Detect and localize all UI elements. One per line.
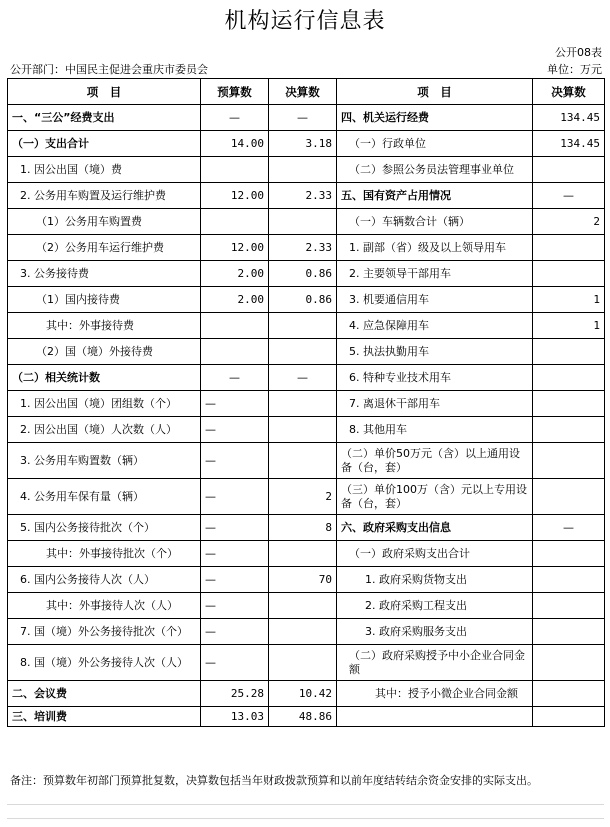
final-cell: 10.42 [269, 681, 337, 707]
final-cell [269, 209, 337, 235]
budget-cell: 2.00 [201, 287, 269, 313]
table-row [8, 515, 605, 541]
table-row [8, 157, 605, 183]
right-value [533, 339, 605, 365]
table-row [8, 365, 605, 391]
right-value [533, 391, 605, 417]
right-value [533, 235, 605, 261]
table-row [8, 619, 605, 645]
right-value: 1 [533, 313, 605, 339]
row-label: 二、会议费 [8, 681, 201, 707]
budget-cell [201, 339, 269, 365]
row-label: 其中：外事接待费 [8, 313, 201, 339]
unit-label: 单位：万元 [547, 63, 602, 76]
header-item-right: 项 目 [337, 79, 533, 105]
right-label: （二）政府采购授予中小企业合同金额 [337, 645, 533, 681]
row-label: 8. 国（境）外公务接待人次（人） [8, 645, 201, 681]
right-label [337, 707, 533, 727]
final-cell [269, 417, 337, 443]
budget-cell: 25.28 [201, 681, 269, 707]
header-row [8, 79, 605, 105]
row-label: 2. 因公出国（境）人次数（人） [8, 417, 201, 443]
right-value [533, 645, 605, 681]
right-label: （二）参照公务员法管理事业单位 [337, 157, 533, 183]
final-cell: 2 [269, 479, 337, 515]
row-label: 3. 公务用车购置数（辆） [8, 443, 201, 479]
row-label: 2. 公务用车购置及运行维护费 [8, 183, 201, 209]
final-cell [269, 541, 337, 567]
row-label: 1. 因公出国（境）团组数（个） [8, 391, 201, 417]
budget-cell: — [201, 593, 269, 619]
divider [7, 804, 604, 805]
final-cell [269, 339, 337, 365]
budget-cell: 12.00 [201, 235, 269, 261]
table-row [8, 313, 605, 339]
table-row [8, 479, 605, 515]
right-label: 2. 主要领导干部用车 [337, 261, 533, 287]
budget-cell: — [201, 515, 269, 541]
final-cell [269, 593, 337, 619]
table-row [8, 567, 605, 593]
table-row [8, 261, 605, 287]
budget-cell [201, 157, 269, 183]
right-label: 六、政府采购支出信息 [337, 515, 533, 541]
right-value: — [533, 515, 605, 541]
right-label: 1. 政府采购货物支出 [337, 567, 533, 593]
row-label: （2）国（境）外接待费 [8, 339, 201, 365]
budget-cell: 13.03 [201, 707, 269, 727]
table-row [8, 707, 605, 727]
right-label: 6. 特种专业技术用车 [337, 365, 533, 391]
budget-cell: — [201, 365, 269, 391]
page-title: 机构运行信息表 [224, 9, 386, 34]
budget-cell: — [201, 443, 269, 479]
final-cell [269, 313, 337, 339]
right-label: 3. 政府采购服务支出 [337, 619, 533, 645]
right-value [533, 619, 605, 645]
table-row [8, 131, 605, 157]
final-cell: 8 [269, 515, 337, 541]
row-label: 其中：外事接待批次（个） [8, 541, 201, 567]
right-value [533, 157, 605, 183]
table-row [8, 681, 605, 707]
row-label: （一）支出合计 [8, 131, 201, 157]
table-row [8, 417, 605, 443]
right-value [533, 707, 605, 727]
right-value [533, 261, 605, 287]
budget-cell: 12.00 [201, 183, 269, 209]
right-label: 四、机关运行经费 [337, 105, 533, 131]
table-row [8, 287, 605, 313]
final-cell [269, 391, 337, 417]
final-cell [269, 443, 337, 479]
row-label: （1）公务用车购置费 [8, 209, 201, 235]
final-cell: 70 [269, 567, 337, 593]
divider [7, 818, 604, 819]
final-cell: — [269, 365, 337, 391]
right-label: 2. 政府采购工程支出 [337, 593, 533, 619]
table-row [8, 235, 605, 261]
budget-cell: — [201, 619, 269, 645]
table-row [8, 391, 605, 417]
right-label: （一）车辆数合计（辆） [337, 209, 533, 235]
right-value [533, 417, 605, 443]
budget-cell [201, 209, 269, 235]
final-cell: 2.33 [269, 183, 337, 209]
right-value: 134.45 [533, 131, 605, 157]
right-label: 5. 执法执勤用车 [337, 339, 533, 365]
final-cell: 0.86 [269, 287, 337, 313]
final-cell [269, 157, 337, 183]
right-value [533, 365, 605, 391]
right-label: 其中：授予小微企业合同金额 [337, 681, 533, 707]
right-value: 134.45 [533, 105, 605, 131]
right-label: 五、国有资产占用情况 [337, 183, 533, 209]
row-label: 5. 国内公务接待批次（个） [8, 515, 201, 541]
header-budget: 预算数 [201, 79, 269, 105]
right-label: 8. 其他用车 [337, 417, 533, 443]
budget-cell: 2.00 [201, 261, 269, 287]
right-value [533, 681, 605, 707]
table-row [8, 339, 605, 365]
right-value: 2 [533, 209, 605, 235]
final-cell [269, 619, 337, 645]
table-row [8, 183, 605, 209]
row-label: （2）公务用车运行维护费 [8, 235, 201, 261]
header-final: 决算数 [269, 79, 337, 105]
footnote: 备注：预算数年初部门预算批复数，决算数包括当年财政拨款预算和以前年度结转结余资金安排的实际支出。 [10, 774, 538, 787]
budget-cell: 14.00 [201, 131, 269, 157]
row-label: 其中：外事接待人次（人） [8, 593, 201, 619]
right-value [533, 593, 605, 619]
budget-cell: — [201, 567, 269, 593]
table-row [8, 443, 605, 479]
right-label: 4. 应急保障用车 [337, 313, 533, 339]
right-value [533, 567, 605, 593]
table-row [8, 645, 605, 681]
final-cell: 2.33 [269, 235, 337, 261]
right-value [533, 479, 605, 515]
budget-cell [201, 313, 269, 339]
right-value [533, 541, 605, 567]
row-label: 三、培训费 [8, 707, 201, 727]
header-item: 项 目 [8, 79, 201, 105]
budget-cell: — [201, 417, 269, 443]
budget-cell: — [201, 105, 269, 131]
final-cell: 0.86 [269, 261, 337, 287]
row-label: 3. 公务接待费 [8, 261, 201, 287]
right-value: — [533, 183, 605, 209]
right-label: 7. 离退休干部用车 [337, 391, 533, 417]
info-table [7, 78, 605, 727]
right-label: （一）政府采购支出合计 [337, 541, 533, 567]
right-label: （三）单价100万（含）元以上专用设备（台，套） [337, 479, 533, 515]
right-label: （二）单价50万元（含）以上通用设备（台，套） [337, 443, 533, 479]
row-label: 1. 因公出国（境）费 [8, 157, 201, 183]
right-label: 1. 副部（省）级及以上领导用车 [337, 235, 533, 261]
row-label: 一、“三公”经费支出 [8, 105, 201, 131]
row-label: （1）国内接待费 [8, 287, 201, 313]
budget-cell: — [201, 391, 269, 417]
table-row [8, 541, 605, 567]
final-cell: 48.86 [269, 707, 337, 727]
right-label: （一）行政单位 [337, 131, 533, 157]
header-final-right: 决算数 [533, 79, 605, 105]
budget-cell: — [201, 479, 269, 515]
table-row [8, 593, 605, 619]
right-value: 1 [533, 287, 605, 313]
final-cell [269, 645, 337, 681]
department-label: 公开部门：中国民主促进会重庆市委员会 [10, 63, 208, 76]
right-value [533, 443, 605, 479]
row-label: （二）相关统计数 [8, 365, 201, 391]
row-label: 4. 公务用车保有量（辆） [8, 479, 201, 515]
final-cell: — [269, 105, 337, 131]
table-row [8, 209, 605, 235]
budget-cell: — [201, 645, 269, 681]
table-row [8, 105, 605, 131]
row-label: 6. 国内公务接待人次（人） [8, 567, 201, 593]
budget-cell: — [201, 541, 269, 567]
right-label: 3. 机要通信用车 [337, 287, 533, 313]
table-code: 公开08表 [555, 46, 602, 59]
row-label: 7. 国（境）外公务接待批次（个） [8, 619, 201, 645]
final-cell: 3.18 [269, 131, 337, 157]
